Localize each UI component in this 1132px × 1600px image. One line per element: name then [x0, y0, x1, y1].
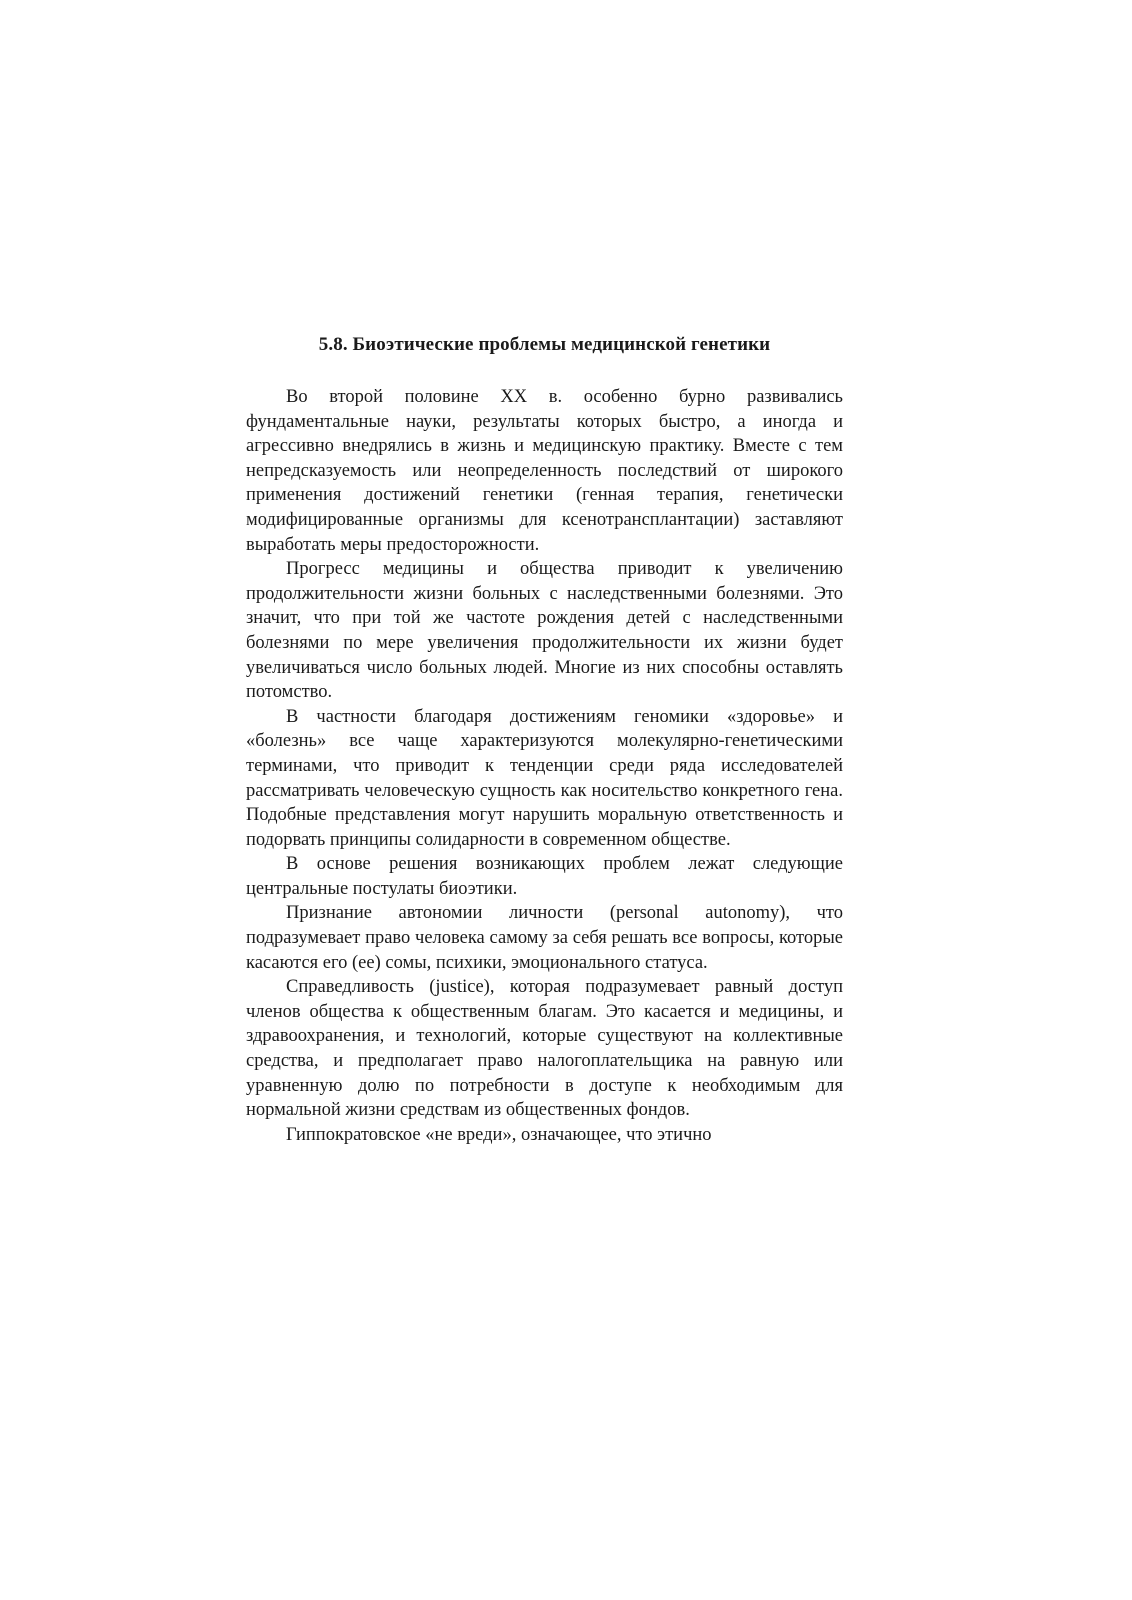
- paragraph: Прогресс медицины и общества приводит к увеличению продолжительности жизни больных с наследственными болезнями. Это значит, что при той же частоте рождения детей с наследственными болезнями по мере увеличения продолжительности их жизни будет увеличиваться число больных людей. Многие из них способны оставлять потомство.: [246, 559, 843, 703]
- paragraph: В частности благодаря достижениям геномики «здоровье» и «болезнь» все чаще характеризуются молекулярно-генетическими терминами, что приводит к тенденции среди ряда исследователей рассматривать человеческую сущность как носительство конкретного гена. Подобные представления могут нарушить моральную ответственность и подорвать принципы солидарности в современном обществе.: [246, 706, 843, 850]
- paragraph: Признание автономии личности (personal autonomy), что подразумевает право человека самому за себя решать все вопросы, которые касаются его (ее) сомы, психики, эмоционального статуса.: [246, 903, 843, 973]
- section-title: 5.8. Биоэтические проблемы медицинской генетики: [318, 334, 771, 355]
- paragraph: Гиппократовское «не вреди», означающее, что этично: [286, 1124, 712, 1145]
- text-block: [246, 333, 843, 1147]
- paragraph: Во второй половине XX в. особенно бурно развивались фундаментальные науки, результаты которых быстро, а иногда и агрессивно внедрялись в жизнь и медицинскую практику. Вместе с тем непредсказуемость или неопределенность последствий от широкого применения достижений генетики (генная терапия, генетически модифицированные организмы для ксенотрансплантации) заставляют выработать меры предосторожности.: [246, 387, 843, 555]
- paragraph: В основе решения возникающих проблем лежат следующие центральные постулаты биоэтики.: [246, 854, 843, 899]
- paragraph: Справедливость (justice), которая подразумевает равный доступ членов общества к общественным благам. Это касается и медицины, и здравоохранения, и технологий, которые существуют на коллективные средства, и предполагает право налогоплательщика на равную или уравненную долю по потребности в доступе к необходимым для нормальной жизни средствам из общественных фондов.: [246, 977, 843, 1121]
